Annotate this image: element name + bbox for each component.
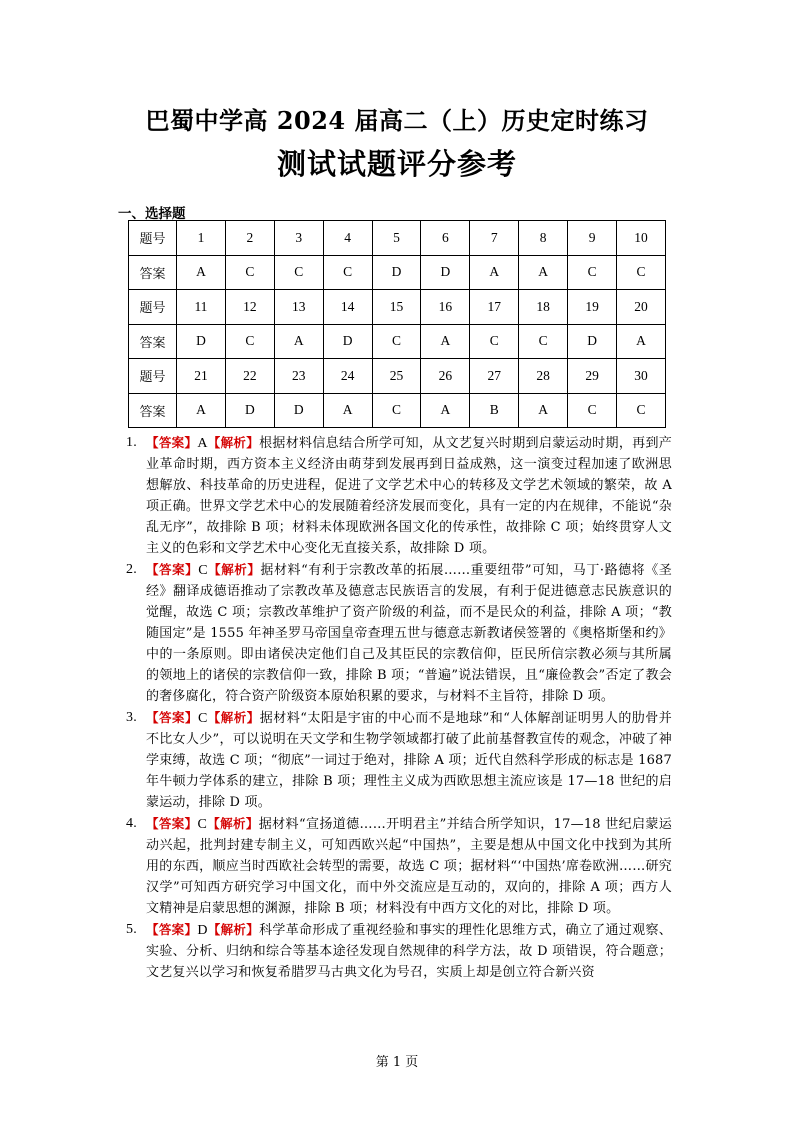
page-number: 第 1 页	[375, 1055, 419, 1070]
item-number: 1.	[126, 435, 137, 450]
row-header-number: 题号	[129, 221, 177, 256]
question-number-cell: 20	[617, 290, 666, 325]
table-row-answers	[129, 393, 666, 428]
question-number-cell: 17	[470, 290, 519, 325]
answer-cell: C	[470, 324, 519, 359]
question-number-cell: 2	[225, 221, 274, 256]
answer-cell: C	[568, 255, 617, 290]
answer-value: C	[198, 563, 208, 578]
analysis-tag: 【解析】	[207, 922, 260, 937]
question-number-cell: 9	[568, 221, 617, 256]
explanation-item	[126, 919, 672, 983]
answer-cell: A	[470, 255, 519, 290]
table-row-answers	[129, 255, 666, 290]
answer-cell: D	[372, 255, 421, 290]
answer-cell: A	[519, 393, 568, 428]
table-row-answers	[129, 324, 666, 359]
question-number-cell: 4	[323, 221, 372, 256]
analysis-text: 根据材料信息结合所学可知，从文艺复兴时期到启蒙运动时期，再到产业革命时期，西方资本主义经济由萌芽到发展再到日益成熟，这一演变过程加速了欧洲思想解放、科技革命的历史进程，促进了文学艺术中心的转移及文学艺术领域的繁荣，故 A 项正确。世界文学艺术中心的发展随着经济发展而变化，具有一定的内在规律，不能说“杂乱无序”，故排除 B 项；材料未体现欧洲各国文化的传承性，故排除 C 项；始终贯穿人文主义的色彩和文学艺术中心变化无直接关系，故排除 D 项。	[146, 436, 673, 556]
explanation-item	[126, 559, 672, 707]
question-number-cell: 23	[274, 359, 323, 394]
question-number-cell: 25	[372, 359, 421, 394]
document-subtitle: 测试试题评分参考	[276, 147, 517, 181]
question-number-cell: 27	[470, 359, 519, 394]
answer-tag: 【答案】	[146, 710, 198, 725]
explanation-item	[126, 707, 672, 813]
analysis-tag: 【解析】	[207, 710, 260, 725]
question-number-cell: 8	[519, 221, 568, 256]
question-number-cell: 5	[372, 221, 421, 256]
analysis-text: 科学革命形成了重视经验和事实的理性化思维方式，确立了通过观察、实验、分析、归纳和综合等基本途径发现自然规律的科学方法，故 D 项错误，符合题意；文艺复兴以学习和恢复希腊罗马古典文化为号召，实质上却是创立符合新兴资	[146, 923, 673, 980]
answer-tag: 【答案】	[146, 562, 199, 577]
question-number-cell: 11	[177, 290, 226, 325]
item-number: 5.	[126, 922, 137, 937]
answer-cell: C	[372, 393, 421, 428]
answer-cell: A	[323, 393, 372, 428]
answer-cell: A	[177, 255, 226, 290]
answer-value: C	[197, 711, 208, 726]
answer-cell: A	[177, 393, 226, 428]
question-number-cell: 7	[470, 221, 519, 256]
explanation-item	[126, 813, 672, 919]
row-header-answer: 答案	[129, 324, 177, 359]
question-number-cell: 6	[421, 221, 470, 256]
item-number: 4.	[126, 816, 137, 831]
answer-cell: D	[177, 324, 226, 359]
answer-tag: 【答案】	[146, 435, 198, 450]
answer-cell: A	[519, 255, 568, 290]
answer-cell: C	[617, 393, 666, 428]
question-number-cell: 10	[617, 221, 666, 256]
analysis-text: 据材料“宣扬道德……开明君主”并结合所学知识，17—18 世纪启蒙运动兴起，批判封建专制主义，可知西欧兴起“中国热”，主要是想从中国文化中找到为其所用的东西，顺应当时西欧社会转型的需要，故选 C 项；据材料“‘中国热’席卷欧洲……研究汉学”可知西方研究学习中国文化，而中外交流应是互动的，双向的，排除 A 项；西方人文精神是启蒙思想的渊源，排除 B 项；材料没有中西方文化的对比，排除 D 项。	[146, 817, 672, 916]
answer-cell: D	[568, 324, 617, 359]
answer-cell: D	[274, 393, 323, 428]
table-row-numbers	[129, 359, 666, 394]
question-number-cell: 18	[519, 290, 568, 325]
row-header-answer: 答案	[129, 393, 177, 428]
table-row-numbers	[129, 290, 666, 325]
row-header-answer: 答案	[129, 255, 177, 290]
answer-table	[128, 220, 666, 428]
question-number-cell: 21	[177, 359, 226, 394]
analysis-tag: 【解析】	[207, 562, 261, 577]
answer-value: A	[197, 436, 208, 451]
answer-cell: D	[225, 393, 274, 428]
question-number-cell: 28	[519, 359, 568, 394]
question-number-cell: 12	[225, 290, 274, 325]
answer-cell: A	[617, 324, 666, 359]
explanation-list	[126, 432, 672, 983]
answer-cell: A	[421, 393, 470, 428]
answer-tag: 【答案】	[146, 922, 198, 937]
question-number-cell: 19	[568, 290, 617, 325]
question-number-cell: 22	[225, 359, 274, 394]
answer-cell: D	[421, 255, 470, 290]
answer-cell: C	[617, 255, 666, 290]
answer-value: C	[197, 817, 208, 832]
question-number-cell: 29	[568, 359, 617, 394]
question-number-cell: 3	[274, 221, 323, 256]
analysis-text: 据材料“有利于宗教改革的拓展……重要纽带”可知，马丁·路德将《圣经》翻译成德语推动了宗教改革及德意志民族语言的发展，有利于促进德意志民族意识的觉醒，故选 C 项；宗教改革维护了资产阶级的利益，而不是民众的利益，排除 A 项；“教随国定”是 1555 年神圣罗马帝国皇帝查理五世与德意志新教诸侯签署的《奥格斯堡和约》中的一条原则。即由诸侯决定他们自己及其臣民的宗教信仰，臣民所信宗教必须与其所属的领地上的诸侯的宗教信仰一致，排除 B 项；“普遍”说法错误，且“廉俭教会”否定了教会的奢侈腐化，符合资产阶级资本原始积累的要求，与材料不主旨符，排除 D 项。	[146, 563, 673, 704]
answer-cell: D	[323, 324, 372, 359]
answer-cell: C	[323, 255, 372, 290]
answer-cell: C	[519, 324, 568, 359]
answer-tag: 【答案】	[146, 816, 198, 831]
explanation-item	[126, 432, 672, 559]
answer-cell: A	[421, 324, 470, 359]
question-number-cell: 26	[421, 359, 470, 394]
answer-cell: C	[225, 324, 274, 359]
answer-value: D	[197, 923, 208, 938]
analysis-tag: 【解析】	[207, 816, 259, 831]
analysis-tag: 【解析】	[207, 435, 260, 450]
answer-cell: B	[470, 393, 519, 428]
item-number: 2.	[126, 562, 137, 577]
document-title: 巴蜀中学高 2024 届高二（上）历史定时练习	[145, 106, 649, 135]
answer-cell: C	[274, 255, 323, 290]
question-number-cell: 14	[323, 290, 372, 325]
row-header-number: 题号	[129, 359, 177, 394]
table-row-numbers	[129, 221, 666, 256]
question-number-cell: 30	[617, 359, 666, 394]
question-number-cell: 16	[421, 290, 470, 325]
section-heading: 一、选择题	[118, 206, 186, 222]
row-header-number: 题号	[129, 290, 177, 325]
answer-cell: C	[225, 255, 274, 290]
question-number-cell: 24	[323, 359, 372, 394]
question-number-cell: 15	[372, 290, 421, 325]
question-number-cell: 13	[274, 290, 323, 325]
analysis-text: 据材料“太阳是宇宙的中心而不是地球”和“人体解剖证明男人的肋骨并不比女人少”，可以说明在天文学和生物学领域都打破了此前基督教宣传的观念，冲破了神学束缚，故选 C 项；“彻底”一词过于绝对，排除 A 项；近代自然科学形成的标志是 1687 年牛顿力学体系的建立，排除 B 项；理性主义成为西欧思想主流应该是 17—18 世纪的启蒙运动，排除 D 项。	[146, 711, 672, 810]
item-number: 3.	[126, 710, 137, 725]
question-number-cell: 1	[177, 221, 226, 256]
answer-cell: C	[568, 393, 617, 428]
answer-cell: A	[274, 324, 323, 359]
answer-cell: C	[372, 324, 421, 359]
